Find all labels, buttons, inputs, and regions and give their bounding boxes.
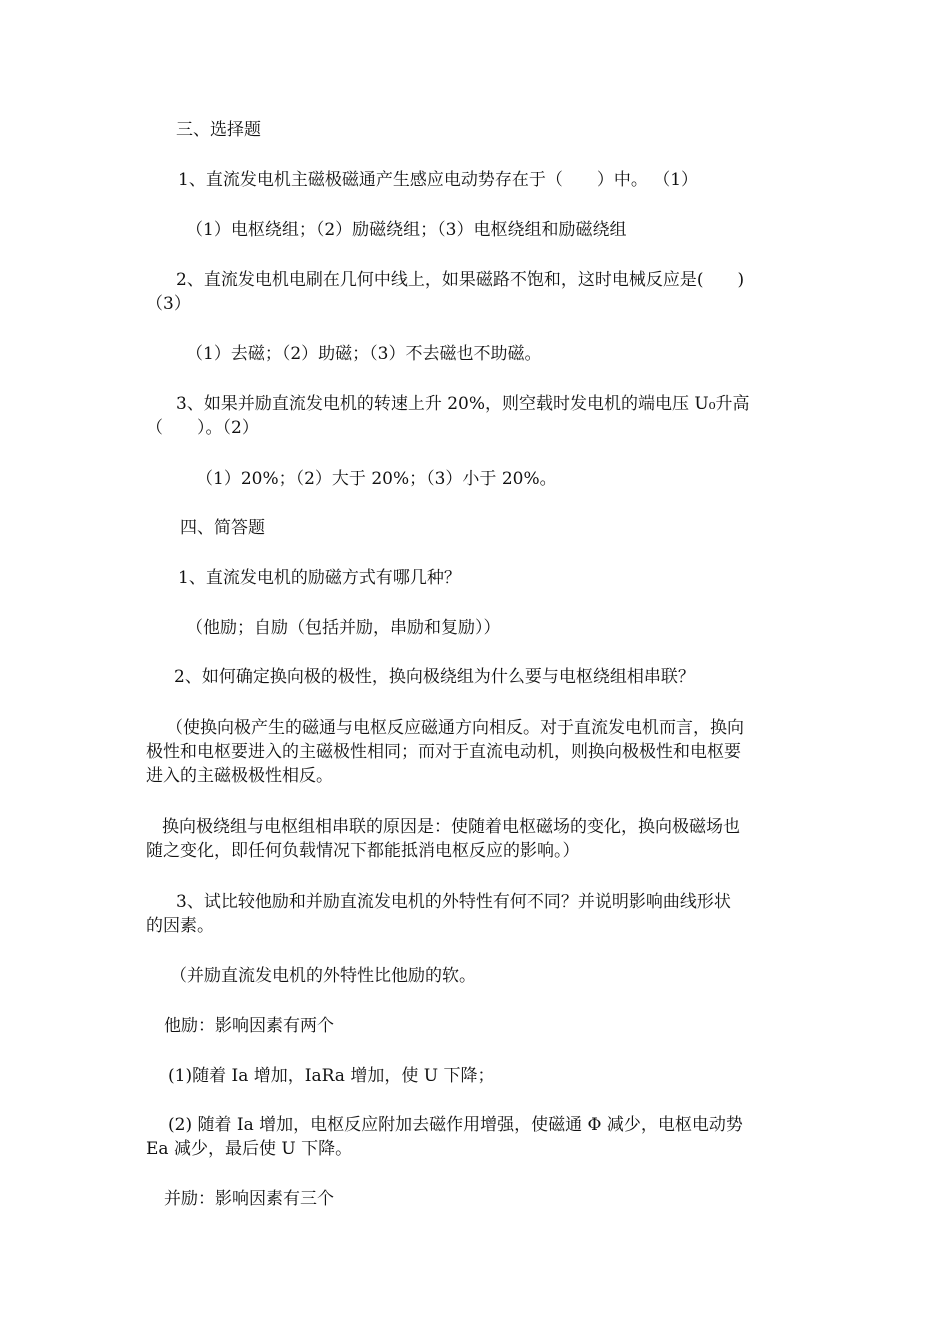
separate-factor-2-line-2: Ea 减少，最后使 U 下降。 <box>146 1139 353 1159</box>
short-question-2-answer-part-1 <box>146 716 810 788</box>
section-heading-short-answer: 四、简答题 <box>180 518 265 538</box>
short-question-3-line-2: 的因素。 <box>146 916 214 936</box>
question-2-text <box>146 268 810 316</box>
short-question-3-answer-intro: （并励直流发电机的外特性比他励的软。 <box>170 966 476 986</box>
question-2-line-2: （3） <box>146 294 191 314</box>
question-3-options: （1）20%；（2）大于 20%；（3）小于 20%。 <box>196 469 557 489</box>
short-question-1-answer: （他励；自励（包括并励，串励和复励）） <box>186 618 501 638</box>
answer-2b-line-1: 换向极绕组与电枢组相串联的原因是：使随着电枢磁场的变化，换向极磁场也 <box>162 817 740 837</box>
question-1-text: 1、直流发电机主磁极磁通产生感应电动势存在于（ ）中。 （1） <box>178 170 699 190</box>
answer-2-line-1: （使换向极产生的磁通与电枢反应磁通方向相反。对于直流发电机而言，换向 <box>166 718 744 738</box>
separate-factor-2-line-1: (2) 随着 Ia 增加，电枢反应附加去磁作用增强，使磁通 Φ 减少，电枢电动势 <box>168 1115 743 1135</box>
short-question-2-text: 2、如何确定换向极的极性，换向极绕组为什么要与电枢绕组相串联？ <box>174 667 695 687</box>
separate-excitation-heading: 他励：影响因素有两个 <box>164 1016 334 1036</box>
question-2-options: （1）去磁；（2）助磁；（3）不去磁也不助磁。 <box>186 344 542 364</box>
separate-factor-2 <box>146 1113 810 1161</box>
answer-2-line-3: 进入的主磁极极性相反。 <box>146 766 333 786</box>
section-heading-choice: 三、选择题 <box>176 120 261 140</box>
question-1-options: （1）电枢绕组；（2）励磁绕组；（3）电枢绕组和励磁绕组 <box>186 220 627 240</box>
question-3-line-2: （ ）。（2） <box>146 418 259 438</box>
shunt-excitation-heading: 并励：影响因素有三个 <box>164 1189 334 1209</box>
short-question-3-line-1: 3、试比较他励和并励直流发电机的外特性有何不同？并说明影响曲线形状 <box>176 892 731 912</box>
question-3-line-1: 3、如果并励直流发电机的转速上升 20%，则空载时发电机的端电压 U₀升高 <box>176 394 750 414</box>
short-question-1-text: 1、直流发电机的励磁方式有哪几种？ <box>178 568 461 588</box>
question-2-line-1: 2、直流发电机电刷在几何中线上，如果磁路不饱和，这时电械反应是( ) <box>176 270 745 290</box>
short-question-2-answer-part-2 <box>146 815 810 863</box>
short-question-3-text <box>146 890 810 938</box>
separate-factor-1: (1)随着 Ia 增加，IaRa 增加，使 U 下降； <box>168 1066 495 1086</box>
answer-2-line-2: 极性和电枢要进入的主磁极性相同；而对于直流电动机，则换向极极性和电枢要 <box>146 742 741 762</box>
question-3-text <box>146 392 810 440</box>
answer-2b-line-2: 随之变化，即任何负载情况下都能抵消电枢反应的影响。） <box>146 841 580 861</box>
